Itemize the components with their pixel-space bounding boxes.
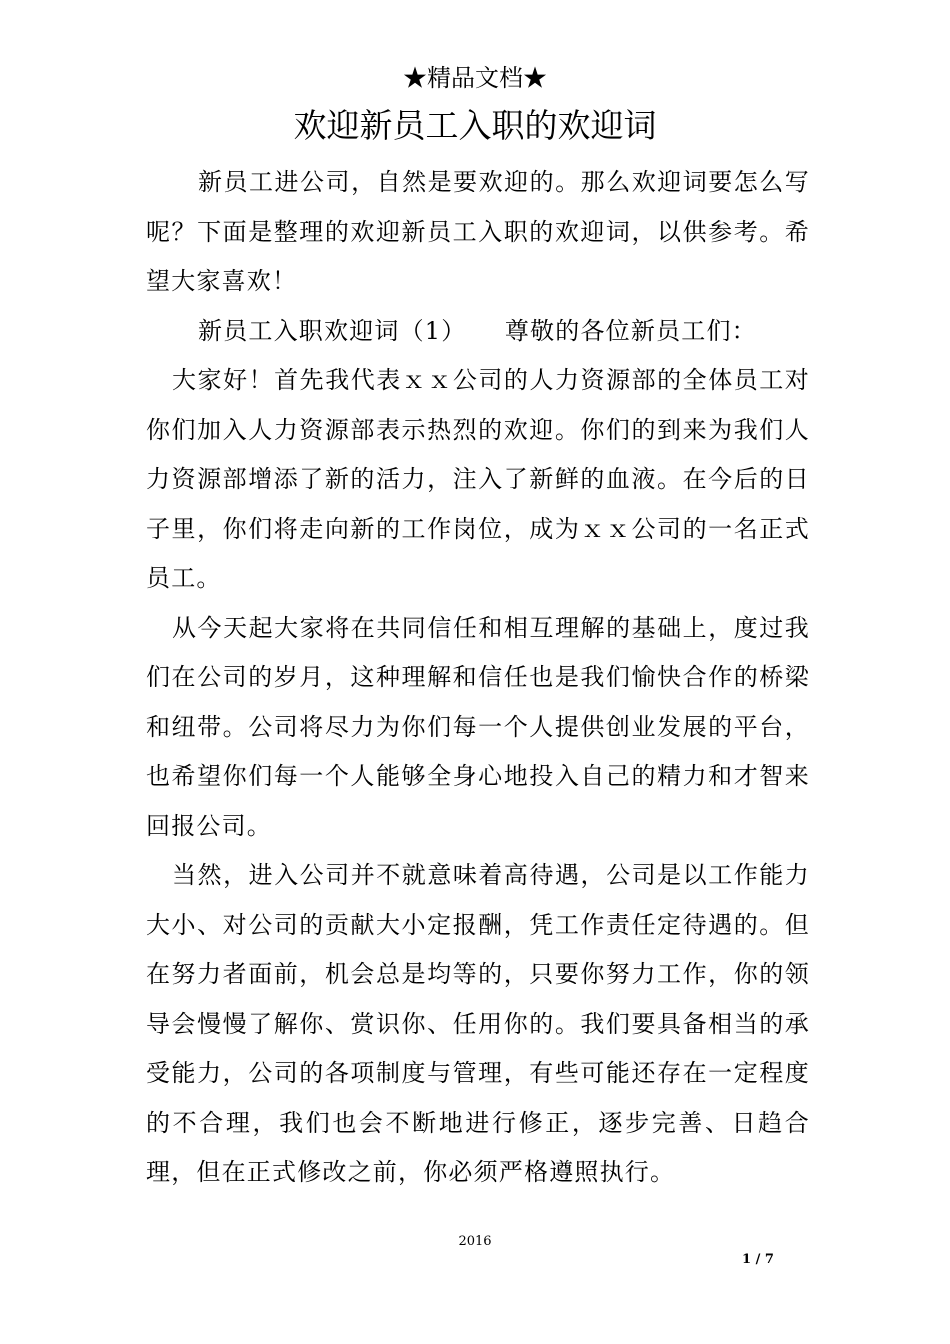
page-number: 1 / 7 [742,1252,774,1267]
trust-paragraph: 从今天起大家将在共同信任和相互理解的基础上，度过我们在公司的岁月，这种理解和信任也是我们愉快合作的桥梁和纽带。公司将尽力为你们每一个人提供创业发展的平台，也希望你们每一个人能够全身心地投入自己的精力和才智来回报公司。 [146,613,810,840]
greeting-paragraph: 大家好！首先我代表ｘｘ公司的人力资源部的全体员工对你们加入人力资源部表示热烈的欢迎。你们的到来为我们人力资源部增添了新的活力，注入了新鲜的血液。在今后的日子里，你们将走向新的工作岗位，成为ｘｘ公司的一名正式员工。 [146,366,810,592]
header-mark: ★精品文档★ [403,64,547,92]
speech-heading-paragraph: 新员工入职欢迎词（1） 尊敬的各位新员工们： [198,316,757,345]
intro-paragraph: 新员工进公司，自然是要欢迎的。那么欢迎词要怎么写呢？下面是整理的欢迎新员工入职的欢迎词，以供参考。希望大家喜欢！ [146,168,810,295]
document-title: 欢迎新员工入职的欢迎词 [293,106,657,145]
document-body [146,158,810,1198]
footer-year: 2016 [458,1234,492,1249]
expectations-paragraph: 当然，进入公司并不就意味着高待遇，公司是以工作能力大小、对公司的贡献大小定报酬，凭工作责任定待遇的。但在努力者面前，机会总是均等的，只要你努力工作，你的领导会慢慢了解你、赏识你、任用你的。我们要具备相当的承受能力，公司的各项制度与管理，有些可能还存在一定程度的不合理，我们也会不断地进行修正，逐步完善、日趋合理，但在正式修改之前，你必须严格遵照执行。 [146,861,810,1186]
